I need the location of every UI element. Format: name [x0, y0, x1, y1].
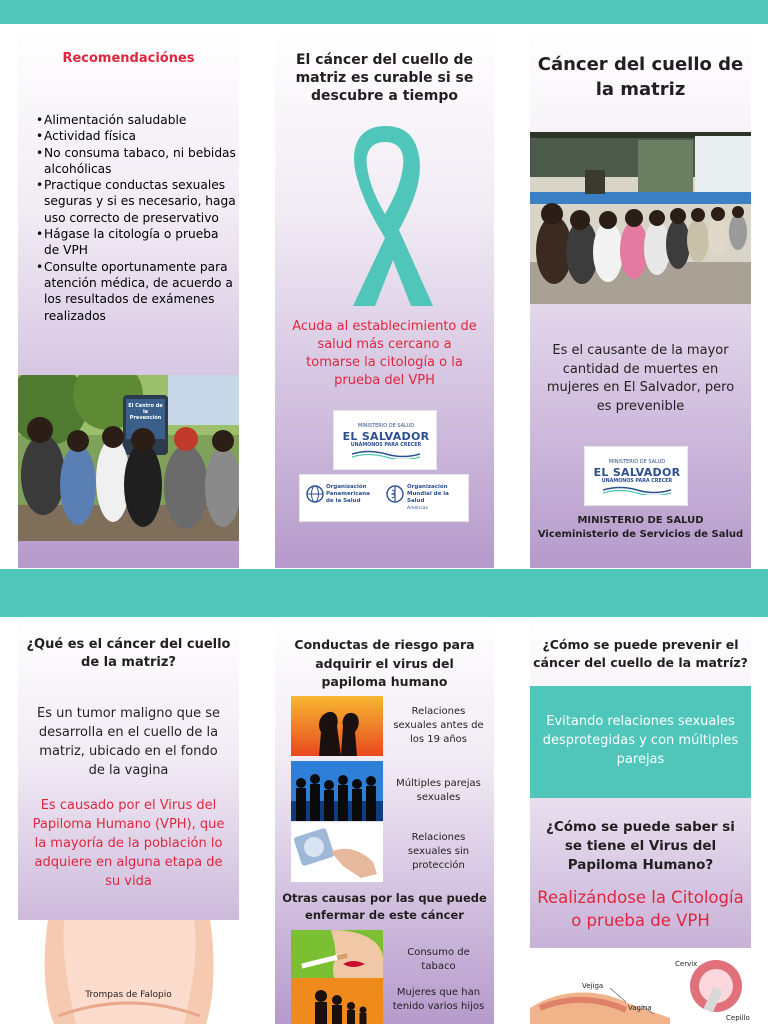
risk-row: Consumo de tabaco	[291, 930, 486, 992]
panel-cover	[530, 26, 751, 568]
curable-title: El cáncer del cuello de matriz es curable si se descubre a tiempo	[295, 52, 474, 104]
ministry-label: MINISTERIO DE SALUD	[577, 515, 704, 526]
vagina-label: Vagina	[628, 1004, 652, 1012]
list-item: • Hágase la citología o prueba de VPH	[36, 226, 236, 259]
other-causes-title: Otras causas por las que puede enfermar de este cáncer	[282, 891, 487, 922]
cover-message: Es el causante de la mayor cantidad de muertes en mujeres en El Salvador, pero es prevenible	[546, 343, 735, 414]
cover-title: Cáncer del cuello de la matriz	[537, 54, 744, 100]
list-item: • Consulte oportunamente para atención médica, de acuerdo a los resultados de exámenes realizados	[36, 259, 236, 324]
recommendations-heading: Recomendaciónes	[62, 51, 195, 66]
prevention-title: ¿Cómo se puede prevenir el cáncer del cuello de la matríz?	[533, 637, 748, 670]
panel-curable	[275, 26, 494, 568]
world-health-icon	[386, 485, 404, 503]
couple-silhouette-icon	[291, 696, 383, 756]
prevention-text: Evitando relaciones sexuales desprotegidas y con múltiples parejas	[542, 714, 739, 767]
list-item: • Actividad física	[36, 128, 236, 144]
risk-row: Relaciones sexuales sin protección	[291, 822, 486, 884]
fallopian-tubes-label: Trompas de Falopio	[85, 990, 172, 1000]
list-item: • Alimentación saludable	[36, 112, 236, 128]
cepillo-label: Cepillo	[726, 1014, 750, 1022]
minsal-logo-cover: MINISTERIO DE SALUD EL SALVADOR UNÁMONOS PARA CRECER	[584, 446, 688, 506]
list-item: • No consuma tabaco, ni bebidas alcohólicas	[36, 145, 236, 178]
ops-oms-logo: Organización Panamericana de la Salud Organización Mundial de la Salud Américas	[299, 474, 469, 522]
risks-title: Conductas de riesgo para adquirir el virus del papiloma humano	[294, 637, 475, 689]
uterus-diagram	[18, 920, 239, 1024]
cytology-diagram	[530, 948, 751, 1024]
list-item: • Practique conductas sexuales seguras y si es necesario, haga uso correcto de preservativo	[36, 177, 236, 226]
what-is-title: ¿Qué es el cáncer del cuello de la matriz?	[26, 637, 231, 670]
risk-row: Relaciones sexuales antes de los 19 años	[291, 696, 486, 758]
family-silhouette-icon	[291, 978, 383, 1024]
cervix-label: Cervix	[675, 960, 698, 968]
middle-band	[0, 569, 768, 617]
group-silhouette-icon	[291, 761, 383, 821]
recommendations-list	[36, 112, 236, 324]
viceministry-label: Viceministerio de Servicios de Salud	[537, 529, 744, 540]
panel-prevention	[530, 618, 751, 1024]
awareness-ribbon-icon	[327, 120, 443, 310]
photo-women-waiting	[530, 132, 751, 304]
vph-question: ¿Cómo se puede saber si se tiene el Virus del Papiloma Humano?	[546, 819, 735, 873]
what-is-cause: Es causado por el Virus del Papiloma Humano (VPH), que la mayoría de la población lo adquiere en alguna etapa de su vida	[32, 798, 225, 889]
vejiga-label: Vejiga	[582, 982, 604, 990]
globe-icon	[306, 485, 324, 503]
risk-row: Múltiples parejas sexuales	[291, 761, 486, 823]
risk-row: Mujeres que han tenido varios hijos	[291, 978, 486, 1024]
minsal-logo: MINISTERIO DE SALUD EL SALVADOR UNÁMONOS PARA CRECER	[333, 410, 437, 470]
vph-answer: Realizándose la Citología o prueba de VPH	[537, 888, 744, 930]
what-is-definition: Es un tumor maligno que se desarrolla en el cuello de la matriz, ubicado en el fondo de la vagina	[37, 706, 220, 778]
panel-risks	[275, 618, 494, 1024]
curable-message: Acuda al establecimiento de salud más cercano a tomarse la citología o la prueba del VPH	[292, 319, 477, 388]
panel-recommendations	[18, 26, 239, 568]
panel-what-is	[18, 618, 239, 1024]
photo-women-outdoor	[18, 375, 239, 541]
condom-icon	[291, 822, 383, 882]
photo-sign-text: El Centro de la Prevención	[128, 403, 163, 421]
top-band	[0, 0, 768, 24]
prevention-box	[530, 686, 751, 798]
